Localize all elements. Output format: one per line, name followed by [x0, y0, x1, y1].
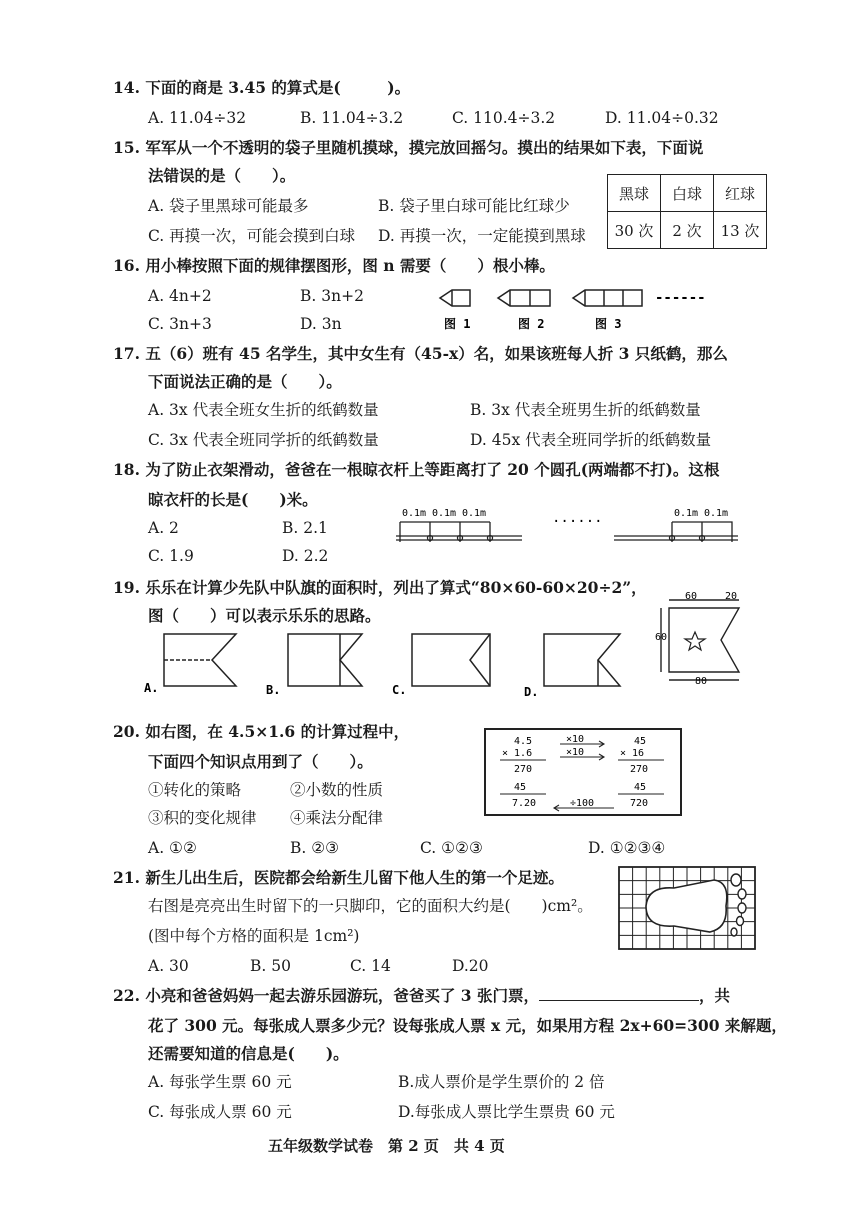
flag-options — [140, 628, 660, 700]
q15-option-d[interactable]: D. 再摸一次，一定能摸到黑球 — [378, 227, 586, 245]
q17-stem-2: 下面说法正确的是（ ）。 — [148, 372, 342, 391]
q18-option-a[interactable]: A. 2 — [148, 519, 179, 537]
header-white: 白球 — [661, 175, 714, 212]
pole-dots: ······ — [552, 514, 603, 530]
calc-right-4: 45 — [634, 782, 647, 793]
ball-results-table — [607, 174, 767, 249]
q21-stem-2: 右图是亮亮出生时留下的一只脚印，它的面积大约是( )cm²。 — [148, 897, 593, 915]
q22-stem-part-1: 22. 小亮和爸爸妈妈一起去游乐园游玩，爸爸买了 3 张门票， — [113, 986, 539, 1005]
flag-diagram — [655, 590, 755, 687]
q22-option-b[interactable]: B.成人票价是学生票价的 2 倍 — [398, 1073, 605, 1091]
q16-option-a[interactable]: A. 4n+2 — [148, 287, 212, 305]
q20-point-1: ①转化的策略 — [148, 781, 242, 799]
flag-label-a[interactable]: A. — [144, 681, 159, 695]
seg-label-5: 0.1m — [704, 508, 729, 519]
calc-left-1: 4.5 — [514, 736, 533, 747]
q14-option-a[interactable]: A. 11.04÷32 — [148, 109, 247, 127]
q21-option-b[interactable]: B. 50 — [250, 957, 291, 975]
q15-stem-2: 法错误的是（ ）。 — [148, 166, 296, 185]
q20-point-2: ②小数的性质 — [290, 781, 384, 799]
fig-2-label: 图 2 — [518, 317, 545, 331]
calc-x10-bottom: ×10 — [566, 747, 585, 758]
q18-option-b[interactable]: B. 2.1 — [282, 519, 328, 537]
q22-stem — [113, 986, 730, 1006]
q21-option-a[interactable]: A. 30 — [148, 957, 189, 975]
header-red: 红球 — [714, 175, 767, 212]
q15-option-a[interactable]: A. 袋子里黑球可能最多 — [148, 197, 309, 215]
q22-answer-blank[interactable] — [539, 986, 699, 1001]
q20-stem-2: 下面四个知识点用到了（ ）。 — [148, 752, 373, 771]
q15-option-c[interactable]: C. 再摸一次，可能会摸到白球 — [148, 227, 356, 245]
flag-label-b[interactable]: B. — [266, 683, 281, 697]
calc-x10-top: ×10 — [566, 734, 585, 745]
q20-option-c[interactable]: C. ①②③ — [420, 839, 483, 857]
calc-right-1: 45 — [634, 736, 647, 747]
footprint-grid — [618, 866, 756, 950]
value-black: 30 次 — [608, 212, 661, 249]
q20-option-d[interactable]: D. ①②③④ — [588, 839, 666, 857]
q16-option-b[interactable]: B. 3n+2 — [300, 287, 364, 305]
q20-point-4: ④乘法分配律 — [290, 809, 384, 827]
calc-left-2: × 1.6 — [502, 748, 533, 759]
q17-option-d[interactable]: D. 45x 代表全班同学折的纸鹤数量 — [470, 431, 712, 449]
q17-option-c[interactable]: C. 3x 代表全班同学折的纸鹤数量 — [148, 431, 379, 449]
q17-option-b[interactable]: B. 3x 代表全班男生折的纸鹤数量 — [470, 401, 701, 419]
q22-stem-2: 花了 300 元。每张成人票多少元？设每张成人票 x 元，如果用方程 2x+60=300 来解题， — [148, 1016, 787, 1035]
q20-point-3: ③积的变化规律 — [148, 809, 257, 827]
q18-stem-2: 晾衣杆的长是( )米。 — [148, 490, 318, 509]
flag-label-d[interactable]: D. — [524, 685, 539, 699]
stick-pattern-figures — [430, 282, 706, 332]
calc-left-4: 45 — [514, 782, 527, 793]
q19-stem: 19. 乐乐在计算少先队中队旗的面积时，列出了算式“80×60-60×20÷2”， — [113, 578, 647, 597]
seg-label-3: 0.1m — [462, 508, 487, 519]
q21-stem-3: (图中每个方格的面积是 1cm²) — [148, 927, 360, 945]
dim-notch: 20 — [725, 591, 738, 602]
q17-stem: 17. 五（6）班有 45 名学生，其中女生有（45-x）名，如果该班每人折 3 只纸鹤，那么 — [113, 344, 728, 363]
q14-option-c[interactable]: C. 110.4÷3.2 — [452, 109, 556, 127]
calc-right-2: × 16 — [620, 748, 645, 759]
q18-stem: 18. 为了防止衣架滑动，爸爸在一根晾衣杆上等距离打了 20 个圆孔(两端都不打)。这根 — [113, 460, 720, 479]
fig-1-label: 图 1 — [444, 317, 471, 331]
q14-option-b[interactable]: B. 11.04÷3.2 — [300, 109, 404, 127]
q16-stem: 16. 用小棒按照下面的规律摆图形，图 n 需要（ ）根小棒。 — [113, 256, 555, 275]
q22-option-a[interactable]: A. 每张学生票 60 元 — [148, 1073, 292, 1091]
q21-option-c[interactable]: C. 14 — [350, 957, 391, 975]
value-red: 13 次 — [714, 212, 767, 249]
dim-top: 60 — [685, 591, 698, 602]
page-footer: 五年级数学试卷 第 2 页 共 4 页 — [268, 1137, 505, 1155]
q15-option-b[interactable]: B. 袋子里白球可能比红球少 — [378, 197, 570, 215]
q14-stem: 14. 下面的商是 3.45 的算式是( )。 — [113, 78, 411, 97]
q15-stem: 15. 军军从一个不透明的袋子里随机摸球，摸完放回摇匀。摸出的结果如下表，下面说 — [113, 138, 704, 157]
calc-right-3: 270 — [630, 764, 649, 775]
q18-option-d[interactable]: D. 2.2 — [282, 547, 329, 565]
calc-div100: ÷100 — [570, 798, 595, 809]
value-white: 2 次 — [661, 212, 714, 249]
calc-right-5: 720 — [630, 798, 649, 809]
star-icon — [685, 632, 705, 650]
q19-stem-2: 图（ ）可以表示乐乐的思路。 — [148, 606, 381, 625]
fig-3-label: 图 3 — [595, 317, 622, 331]
dim-bottom: 80 — [695, 676, 708, 687]
calc-diagram — [484, 728, 684, 818]
continuation-dots: ------ — [655, 290, 706, 306]
q22-option-c[interactable]: C. 每张成人票 60 元 — [148, 1103, 292, 1121]
q17-option-a[interactable]: A. 3x 代表全班女生折的纸鹤数量 — [148, 401, 379, 419]
q20-option-a[interactable]: A. ①② — [148, 839, 197, 857]
q14-option-d[interactable]: D. 11.04÷0.32 — [605, 109, 719, 127]
q21-option-d[interactable]: D.20 — [452, 957, 489, 975]
seg-label-1: 0.1m — [402, 508, 427, 519]
q16-option-d[interactable]: D. 3n — [300, 315, 342, 333]
q18-option-c[interactable]: C. 1.9 — [148, 547, 194, 565]
seg-label-2: 0.1m — [432, 508, 457, 519]
footprint-icon — [646, 880, 727, 932]
header-black: 黑球 — [608, 175, 661, 212]
q20-stem: 20. 如右图，在 4.5×1.6 的计算过程中， — [113, 722, 410, 741]
calc-left-5: 7.20 — [512, 798, 537, 809]
dim-side: 60 — [655, 632, 668, 643]
q16-option-c[interactable]: C. 3n+3 — [148, 315, 212, 333]
q22-option-d[interactable]: D.每张成人票比学生票贵 60 元 — [398, 1103, 615, 1121]
q20-option-b[interactable]: B. ②③ — [290, 839, 340, 857]
q22-stem-3: 还需要知道的信息是( )。 — [148, 1044, 349, 1063]
seg-label-4: 0.1m — [674, 508, 699, 519]
flag-label-c[interactable]: C. — [392, 683, 407, 697]
q21-stem: 21. 新生儿出生后，医院都会给新生儿留下他人生的第一个足迹。 — [113, 868, 564, 887]
calc-left-3: 270 — [514, 764, 533, 775]
clothes-pole-diagram — [392, 500, 742, 552]
q22-stem-part-2: ，共 — [698, 986, 730, 1005]
